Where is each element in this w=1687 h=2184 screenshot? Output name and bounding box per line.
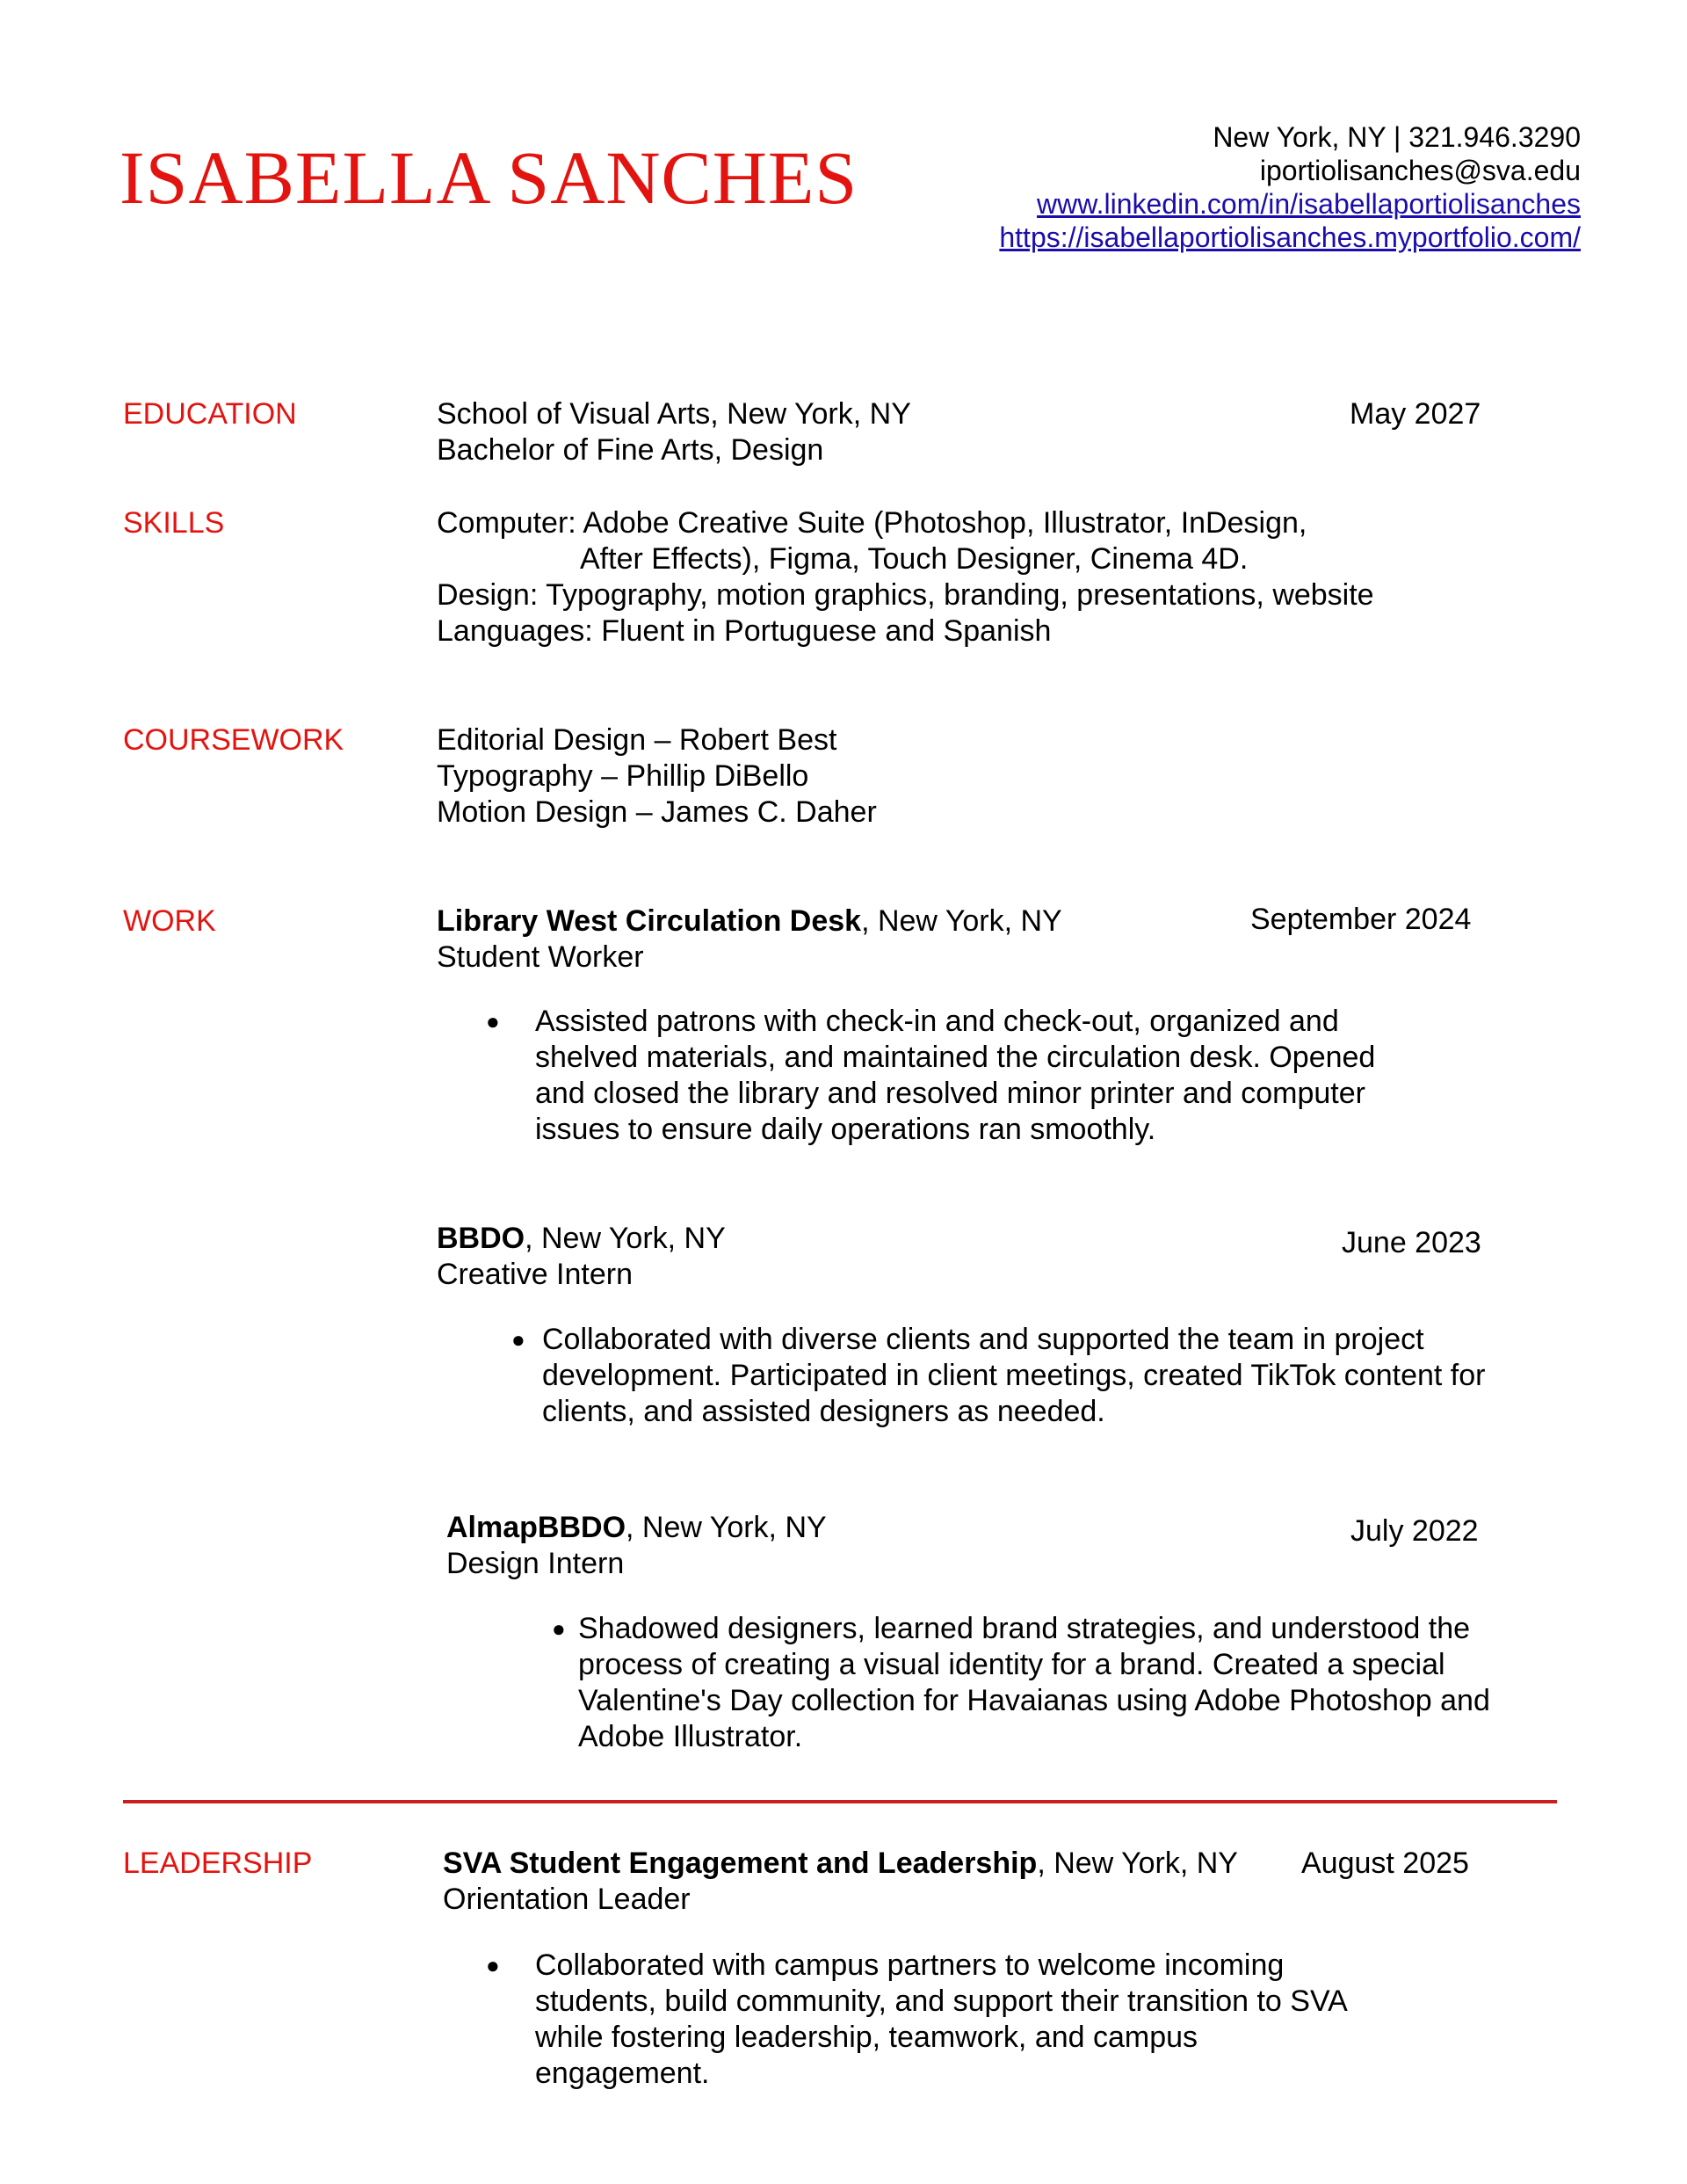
education-school: School of Visual Arts, New York, NY xyxy=(437,397,911,431)
job-date: July 2022 xyxy=(1350,1514,1479,1548)
skills-design-value: Typography, motion graphics, branding, presentations, website xyxy=(546,578,1374,612)
job-bullet-line: Collaborated with diverse clients and supported the team in project xyxy=(542,1323,1424,1356)
job-bullet-line: process of creating a visual identity for a brand. Created a special xyxy=(578,1648,1445,1681)
education-degree: Bachelor of Fine Arts, Design xyxy=(437,433,824,467)
education-date: May 2027 xyxy=(1350,397,1481,431)
job-bullet-line: Adobe Illustrator. xyxy=(578,1720,803,1753)
job-bullet-line: Shadowed designers, learned brand strategies, and understood the xyxy=(578,1612,1471,1645)
job-title-line xyxy=(437,1221,726,1257)
leadership-location: , New York, NY xyxy=(1037,1847,1238,1880)
leadership-bullet-line: while fostering leadership, teamwork, and campus xyxy=(535,2021,1198,2054)
job-title-line xyxy=(446,1510,827,1546)
bullet-dot-icon: ● xyxy=(486,1008,500,1034)
job-org: AlmapBBDO xyxy=(446,1511,626,1544)
leadership-org: SVA Student Engagement and Leadership xyxy=(443,1847,1038,1880)
bullet-dot-icon: ● xyxy=(552,1615,566,1642)
work-heading: WORK xyxy=(123,904,216,938)
skills-design xyxy=(437,577,1374,613)
skills-languages-value: Fluent in Portuguese and Spanish xyxy=(601,614,1052,648)
coursework-item: Editorial Design – Robert Best xyxy=(437,723,837,757)
job-date: September 2024 xyxy=(1250,903,1472,936)
job-org: Library West Circulation Desk xyxy=(437,904,862,938)
job-bullet-line: Valentine's Day collection for Havaianas using Adobe Photoshop and xyxy=(578,1684,1490,1717)
bullet-dot-icon: ● xyxy=(486,1952,500,1978)
skills-computer-value: Adobe Creative Suite (Photoshop, Illustrator, InDesign, xyxy=(583,506,1307,540)
job-bullet-line: issues to ensure daily operations ran smoothly. xyxy=(535,1113,1156,1146)
job-org: BBDO xyxy=(437,1222,525,1255)
resume-name: ISABELLA SANCHES xyxy=(119,135,858,220)
leadership-bullet-line: students, build community, and support their transition to SVA xyxy=(535,1984,1348,2018)
skills-heading: SKILLS xyxy=(123,506,225,540)
location-phone: New York, NY | 321.946.3290 xyxy=(1213,121,1581,153)
job-role: Student Worker xyxy=(437,940,644,974)
linkedin-link[interactable]: www.linkedin.com/in/isabellaportiolisanches xyxy=(1037,188,1581,220)
skills-languages xyxy=(437,613,1051,649)
job-location: , New York, NY xyxy=(626,1511,827,1544)
job-role: Creative Intern xyxy=(437,1258,633,1291)
skills-computer-label: Computer: xyxy=(437,506,576,540)
section-divider xyxy=(123,1800,1557,1803)
job-bullet-line: shelved materials, and maintained the circulation desk. Opened xyxy=(535,1041,1376,1074)
job-date: June 2023 xyxy=(1342,1226,1481,1259)
leadership-bullet-line: engagement. xyxy=(535,2057,710,2090)
portfolio-link[interactable]: https://isabellaportiolisanches.myportfolio.com/ xyxy=(999,221,1581,253)
skills-computer-cont: After Effects), Figma, Touch Designer, Cinema 4D. xyxy=(580,542,1249,576)
job-bullet-line: development. Participated in client meetings, created TikTok content for xyxy=(542,1359,1486,1392)
education-heading: EDUCATION xyxy=(123,397,297,431)
job-bullet-line: clients, and assisted designers as needed. xyxy=(542,1395,1105,1428)
contact-block xyxy=(999,120,1581,254)
coursework-item: Typography – Phillip DiBello xyxy=(437,759,809,793)
leadership-title-line xyxy=(443,1846,1238,1882)
job-bullet-line: Assisted patrons with check-in and check-out, organized and xyxy=(535,1005,1339,1038)
job-title-line xyxy=(437,903,1062,940)
leadership-date: August 2025 xyxy=(1301,1847,1469,1880)
coursework-item: Motion Design – James C. Daher xyxy=(437,795,877,829)
skills-languages-label: Languages: xyxy=(437,614,593,648)
skills-computer xyxy=(437,505,1307,541)
bullet-dot-icon: ● xyxy=(511,1326,525,1353)
coursework-heading: COURSEWORK xyxy=(123,723,344,757)
job-role: Design Intern xyxy=(446,1547,625,1580)
leadership-role: Orientation Leader xyxy=(443,1883,691,1916)
leadership-heading: LEADERSHIP xyxy=(123,1847,313,1880)
leadership-bullet-line: Collaborated with campus partners to welcome incoming xyxy=(535,1948,1285,1982)
job-bullet-line: and closed the library and resolved minor printer and computer xyxy=(535,1077,1365,1110)
job-location: , New York, NY xyxy=(861,904,1062,938)
job-location: , New York, NY xyxy=(525,1222,726,1255)
email-text: iportiolisanches@sva.edu xyxy=(1259,155,1581,186)
skills-design-label: Design: xyxy=(437,578,539,612)
